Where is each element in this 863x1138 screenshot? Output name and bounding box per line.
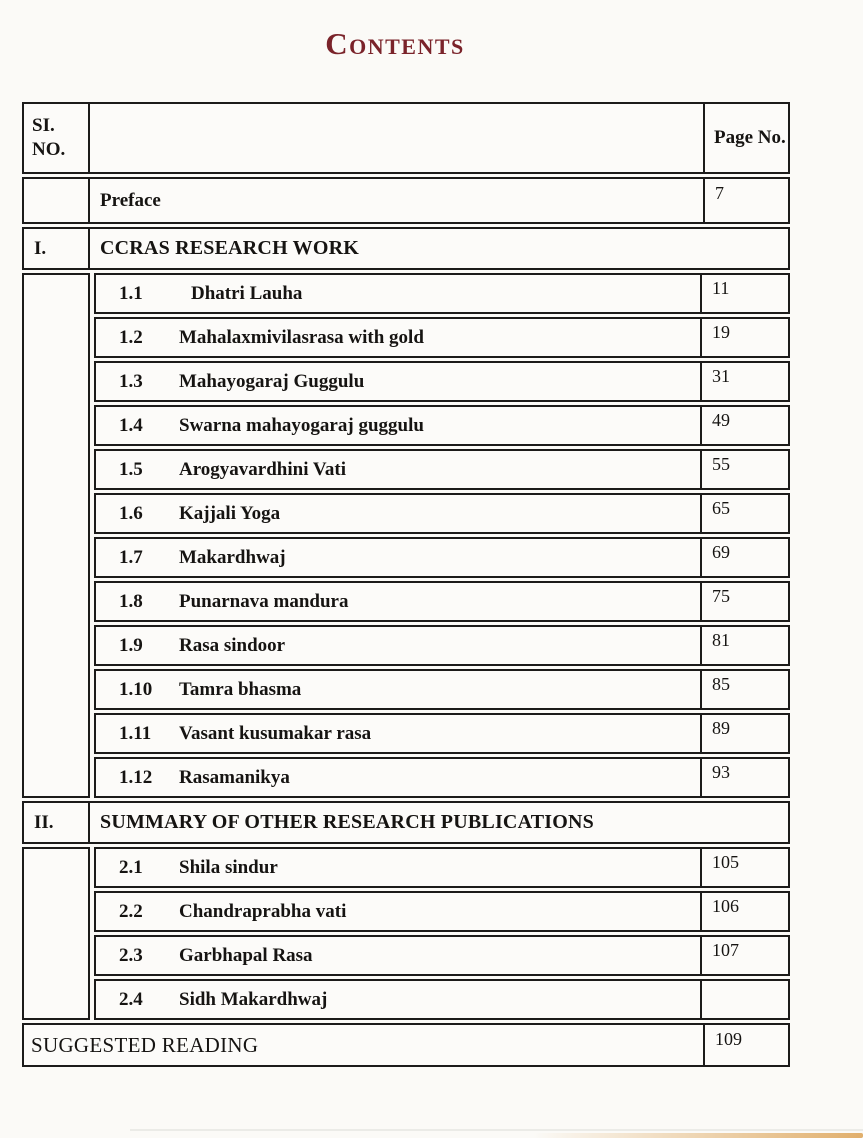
item-page: 93 [700, 757, 790, 798]
item-title: Arogyavardhini Vati [179, 458, 346, 480]
item-number: 1.10 [119, 678, 153, 700]
item-title: Rasamanikya [179, 766, 290, 788]
item-number: 1.11 [119, 722, 152, 744]
item-number: 2.2 [119, 900, 143, 922]
item-name-cell [94, 493, 702, 534]
contents-table [22, 102, 790, 1067]
item-number: 1.5 [119, 458, 143, 480]
item-number: 1.3 [119, 370, 143, 392]
section-ii-row [22, 801, 790, 844]
table-row [94, 405, 790, 446]
section-ii-sno-column [22, 847, 90, 1020]
section-i-numeral: I. [22, 227, 90, 270]
item-page: 69 [700, 537, 790, 578]
item-title: Dhatri Lauha [191, 282, 303, 304]
item-title: Chandraprabha vati [179, 900, 347, 922]
table-row [94, 669, 790, 710]
item-title: Kajjali Yoga [179, 502, 281, 524]
section-ii-title: SUMMARY OF OTHER RESEARCH PUBLICATIONS [88, 801, 790, 844]
table-row [94, 273, 790, 314]
section-i-sno-column [22, 273, 90, 798]
item-number: 1.7 [119, 546, 143, 568]
item-page: 31 [700, 361, 790, 402]
item-number: 1.2 [119, 326, 143, 348]
item-title: Punarnava mandura [179, 590, 349, 612]
item-title: Mahayogaraj Guggulu [179, 370, 365, 392]
item-name-cell [94, 361, 702, 402]
item-title: Garbhapal Rasa [179, 944, 313, 966]
item-number: 2.3 [119, 944, 143, 966]
item-name-cell [94, 317, 702, 358]
item-page: 19 [700, 317, 790, 358]
item-title: Sidh Makardhwaj [179, 988, 328, 1010]
item-name-cell [94, 537, 702, 578]
item-page: 55 [700, 449, 790, 490]
section-i-items [94, 273, 790, 798]
preface-label: Preface [88, 177, 705, 224]
preface-sno-cell [22, 177, 90, 224]
table-row [94, 581, 790, 622]
table-row [94, 317, 790, 358]
item-page: 11 [700, 273, 790, 314]
item-name-cell [94, 713, 702, 754]
item-name-cell [94, 625, 702, 666]
suggested-reading-row [22, 1023, 790, 1067]
item-name-cell [94, 581, 702, 622]
table-row-preface [22, 177, 790, 224]
item-title: Shila sindur [179, 856, 278, 878]
table-row [94, 493, 790, 534]
item-page: 89 [700, 713, 790, 754]
item-number: 1.12 [119, 766, 153, 788]
item-number: 2.1 [119, 856, 143, 878]
item-page [700, 979, 790, 1020]
item-number: 1.4 [119, 414, 143, 436]
header-spacer-cell [88, 102, 705, 174]
item-number: 2.4 [119, 988, 143, 1010]
item-number: 1.8 [119, 590, 143, 612]
section-i-body [22, 273, 790, 798]
table-row [94, 449, 790, 490]
table-row [94, 625, 790, 666]
section-ii-body [22, 847, 790, 1020]
item-title: Swarna mahayogaraj guggulu [179, 414, 424, 436]
table-row [94, 891, 790, 932]
item-page: 75 [700, 581, 790, 622]
preface-page: 7 [703, 177, 790, 224]
section-i-row [22, 227, 790, 270]
suggested-reading-label: SUGGESTED READING [22, 1023, 705, 1067]
item-name-cell [94, 891, 702, 932]
item-number: 1.1 [119, 282, 143, 304]
item-name-cell [94, 669, 702, 710]
item-page: 81 [700, 625, 790, 666]
item-name-cell [94, 405, 702, 446]
item-page: 105 [700, 847, 790, 888]
item-title: Mahalaxmivilasrasa with gold [179, 326, 424, 348]
scan-artifact-smudge [533, 1133, 863, 1138]
item-page: 106 [700, 891, 790, 932]
item-name-cell [94, 979, 702, 1020]
table-row [94, 537, 790, 578]
table-header-row [22, 102, 790, 174]
item-title: Makardhwaj [179, 546, 286, 568]
header-page-no: Page No. [703, 102, 790, 174]
suggested-reading-page: 109 [703, 1023, 790, 1067]
item-name-cell [94, 757, 702, 798]
table-row [94, 935, 790, 976]
page-title: Contents [325, 26, 465, 61]
item-title: Tamra bhasma [179, 678, 302, 700]
item-number: 1.6 [119, 502, 143, 524]
item-page: 49 [700, 405, 790, 446]
scan-artifact-line [130, 1129, 863, 1131]
table-row [94, 713, 790, 754]
item-number: 1.9 [119, 634, 143, 656]
item-page: 65 [700, 493, 790, 534]
table-row [94, 847, 790, 888]
item-name-cell [94, 847, 702, 888]
item-title: Vasant kusumakar rasa [179, 722, 372, 744]
table-row [94, 361, 790, 402]
header-si-no: SI. NO. [22, 102, 90, 174]
item-name-cell [94, 273, 702, 314]
section-ii-numeral: II. [22, 801, 90, 844]
section-ii-items [94, 847, 790, 1020]
item-name-cell [94, 449, 702, 490]
table-row [94, 979, 790, 1020]
item-page: 85 [700, 669, 790, 710]
item-title: Rasa sindoor [179, 634, 286, 656]
section-i-title: CCRAS RESEARCH WORK [88, 227, 790, 270]
table-row [94, 757, 790, 798]
item-page: 107 [700, 935, 790, 976]
item-name-cell [94, 935, 702, 976]
